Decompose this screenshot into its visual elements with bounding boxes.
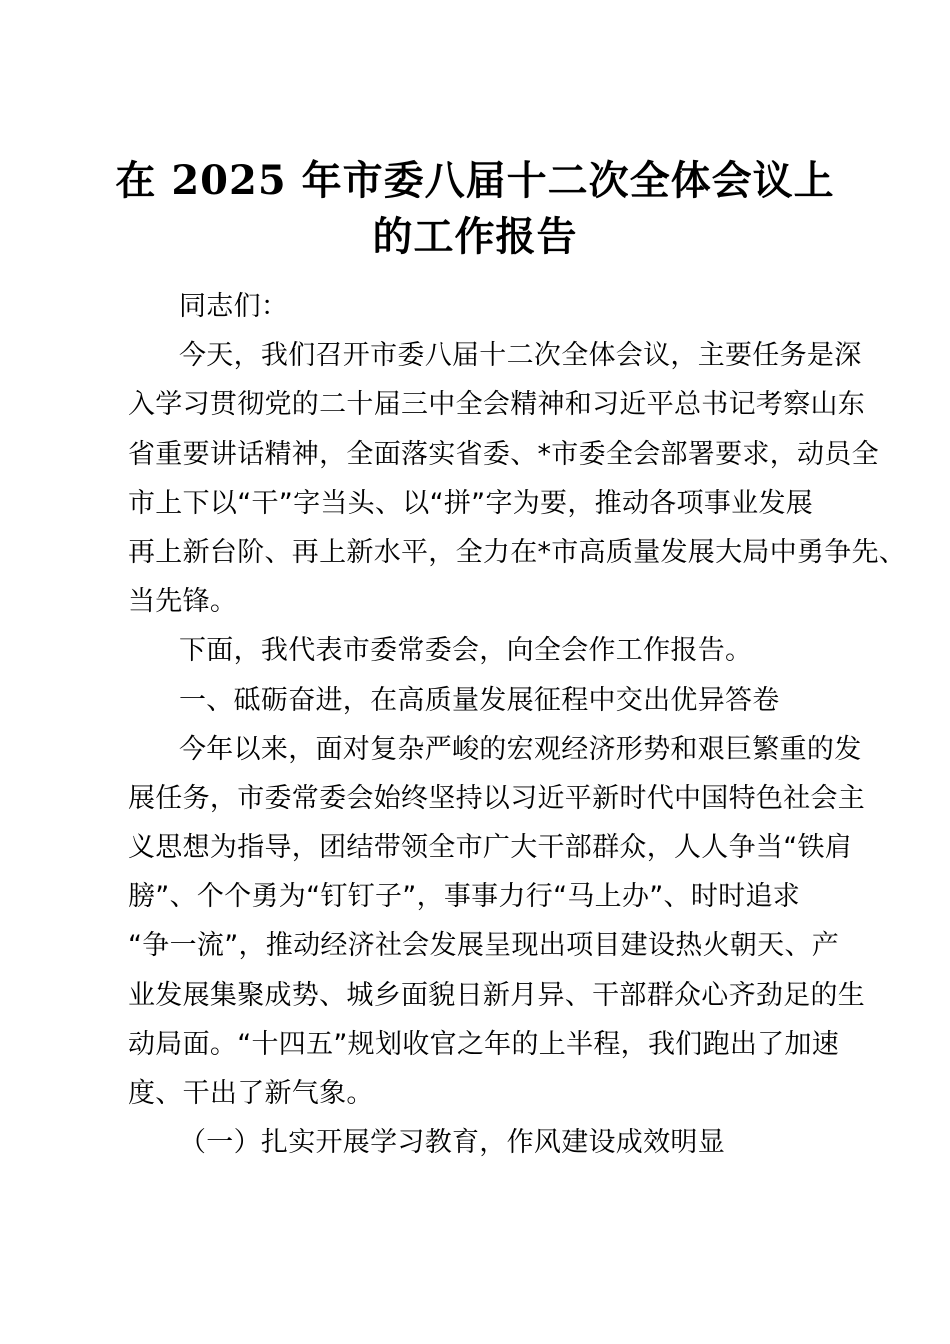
paragraph-line: 度、干出了新气象。 xyxy=(128,1078,374,1109)
paragraph-line: 业发展集聚成势、城乡面貌日新月异、干部群众心齐劲足的生 xyxy=(128,979,866,1011)
title-line-1: 在 2025 年市委八届十二次全体会议上 xyxy=(115,157,835,204)
document-title xyxy=(100,153,850,265)
paragraph-line: 市上下以“干”字当头、以“拼”字为要，推动各项事业发展 xyxy=(128,487,814,519)
paragraph-line: 动局面。“十四五”规划收官之年的上半程，我们跑出了加速 xyxy=(128,1028,840,1060)
paragraph-line: 展任务，市委常委会始终坚持以习近平新时代中国特色社会主 xyxy=(128,782,866,814)
paragraph-line: 省重要讲话精神，全面落实省委、*市委全会部署要求，动员全 xyxy=(128,438,879,470)
paragraph-line: “争一流”，推动经济社会发展呈现出项目建设热火朝天、产 xyxy=(128,930,840,962)
subsection-heading: （一）扎实开展学习教育，作风建设成效明显 xyxy=(179,1127,725,1159)
paragraph-line: 膀”、个个勇为“钉钉子”，事事力行“马上办”、时时追求 xyxy=(128,881,801,913)
section-heading: 一、砥砺奋进，在高质量发展征程中交出优异答卷 xyxy=(179,684,780,716)
paragraph-line: 义思想为指导，团结带领全市广大干部群众，人人争当“铁肩 xyxy=(128,832,853,864)
salutation: 同志们： xyxy=(179,291,289,322)
paragraph-line: 今天，我们召开市委八届十二次全体会议，主要任务是深 xyxy=(179,340,862,372)
paragraph-line: 入学习贯彻党的二十届三中全会精神和习近平总书记考察山东 xyxy=(128,389,866,421)
paragraph-line: 下面，我代表市委常委会，向全会作工作报告。 xyxy=(179,635,753,667)
paragraph-line: 今年以来，面对复杂严峻的宏观经济形势和艰巨繁重的发 xyxy=(179,733,862,765)
document-body xyxy=(128,282,907,1167)
paragraph-line: 再上新台阶、再上新水平，全力在*市高质量发展大局中勇争先、 xyxy=(128,536,907,568)
paragraph-line: 当先锋。 xyxy=(128,586,238,618)
title-line-2: 的工作报告 xyxy=(372,213,578,260)
